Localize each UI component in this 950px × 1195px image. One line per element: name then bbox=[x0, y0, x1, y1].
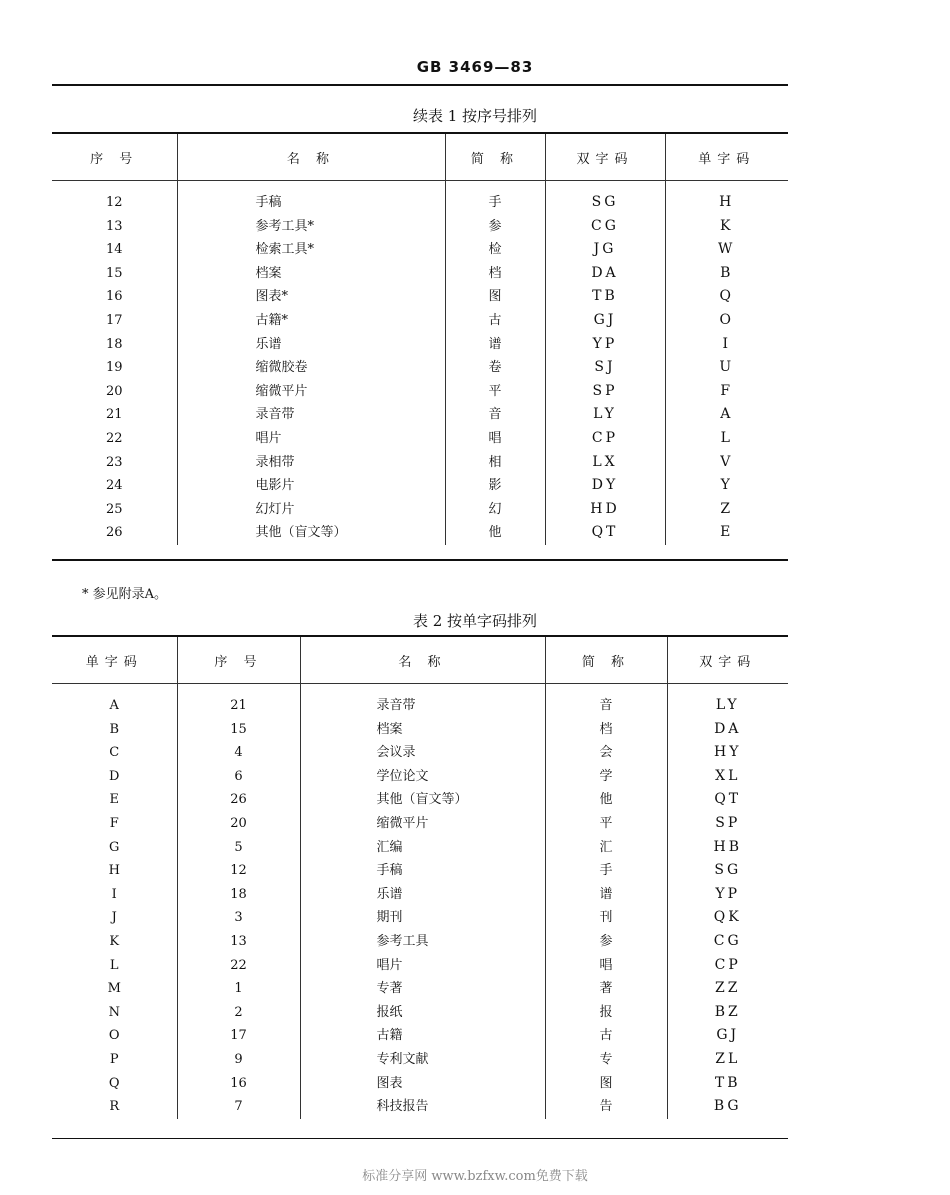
table-cell: K bbox=[665, 215, 788, 239]
table-cell: 其他（盲文等） bbox=[177, 521, 445, 545]
table-cell: O bbox=[108, 1028, 120, 1044]
table-cell: 19 bbox=[105, 360, 123, 376]
table-cell: 15 bbox=[105, 265, 123, 281]
table-cell: B bbox=[109, 721, 120, 737]
table-cell: 科技报告 bbox=[300, 1095, 545, 1119]
spacer-cell bbox=[177, 181, 445, 192]
table-cell: A bbox=[109, 698, 119, 713]
table-cell: 卷 bbox=[445, 356, 545, 380]
table-cell: QT bbox=[667, 788, 788, 812]
table-cell: 14 bbox=[105, 242, 123, 258]
table-cell: Q bbox=[665, 285, 788, 309]
table1 bbox=[52, 134, 788, 545]
table-cell: 录相带 bbox=[177, 451, 445, 475]
table2-col-header: 双字码 bbox=[667, 637, 788, 684]
table-cell: 录音带 bbox=[300, 694, 545, 718]
spacer-row bbox=[52, 684, 788, 695]
table-row bbox=[52, 521, 788, 545]
table-cell: GJ bbox=[667, 1024, 788, 1048]
table1-header-row bbox=[52, 134, 788, 181]
table-cell: 唱 bbox=[545, 954, 667, 978]
table-cell: V bbox=[665, 451, 788, 475]
table-cell: 26 bbox=[105, 525, 123, 541]
table-cell: 20 bbox=[177, 812, 300, 836]
table2-col-header: 单字码 bbox=[52, 637, 177, 684]
table1-col-header: 序 号 bbox=[52, 134, 177, 181]
table1-body bbox=[52, 181, 788, 545]
table-cell: 图表* bbox=[177, 285, 445, 309]
table-row bbox=[52, 403, 788, 427]
table-cell: 15 bbox=[177, 718, 300, 742]
table-cell: L bbox=[665, 427, 788, 451]
table-cell: 乐谱 bbox=[177, 333, 445, 357]
table-cell: 参 bbox=[445, 215, 545, 239]
table-cell: 参考工具* bbox=[177, 215, 445, 239]
table-cell: 乐谱 bbox=[300, 883, 545, 907]
table-cell: 12 bbox=[105, 195, 123, 210]
table-cell: I bbox=[665, 333, 788, 357]
table-cell: 手稿 bbox=[177, 191, 445, 215]
table-cell: CG bbox=[667, 930, 788, 954]
table1-col-header: 名 称 bbox=[177, 134, 445, 181]
table-cell: C bbox=[109, 745, 120, 761]
table-cell: ZL bbox=[667, 1048, 788, 1072]
table-cell: 他 bbox=[545, 788, 667, 812]
table-cell: 17 bbox=[177, 1024, 300, 1048]
table-row bbox=[52, 930, 788, 954]
table-cell: 档案 bbox=[177, 262, 445, 286]
table-row bbox=[52, 812, 788, 836]
table-row bbox=[52, 859, 788, 883]
table-cell: F bbox=[109, 815, 119, 831]
table-row bbox=[52, 836, 788, 860]
table2-bottom-rule bbox=[52, 1138, 788, 1139]
table-cell: 唱片 bbox=[177, 427, 445, 451]
table-cell: Q bbox=[108, 1075, 120, 1091]
table2-header-row bbox=[52, 637, 788, 684]
table1-caption: 续表 1 按序号排列 bbox=[412, 107, 538, 125]
spacer-cell bbox=[300, 684, 545, 695]
table-row bbox=[52, 191, 788, 215]
table-cell: 影 bbox=[445, 474, 545, 498]
table-row bbox=[52, 262, 788, 286]
table-cell: 会 bbox=[545, 741, 667, 765]
table-cell: 谱 bbox=[545, 883, 667, 907]
table2-col-header: 名 称 bbox=[300, 637, 545, 684]
table-cell: 3 bbox=[177, 906, 300, 930]
table-cell: SP bbox=[667, 812, 788, 836]
table-cell: D bbox=[109, 768, 120, 784]
table-cell: H bbox=[108, 863, 120, 879]
table-cell: N bbox=[108, 1004, 120, 1020]
table2-caption: 表 2 按单字码排列 bbox=[412, 612, 538, 630]
table-cell: 专 bbox=[545, 1048, 667, 1072]
table-cell: 手 bbox=[445, 191, 545, 215]
spacer-cell bbox=[177, 684, 300, 695]
table-cell: Y bbox=[665, 474, 788, 498]
table-row bbox=[52, 765, 788, 789]
table-cell: 谱 bbox=[445, 333, 545, 357]
table-cell: 21 bbox=[177, 694, 300, 718]
table-row bbox=[52, 380, 788, 404]
table1-col-header: 单字码 bbox=[665, 134, 788, 181]
table-row bbox=[52, 285, 788, 309]
table-row bbox=[52, 906, 788, 930]
table-cell: E bbox=[665, 521, 788, 545]
table-cell: 平 bbox=[545, 812, 667, 836]
table-cell: ZZ bbox=[667, 977, 788, 1001]
table-cell: 唱片 bbox=[300, 954, 545, 978]
table-cell: Z bbox=[665, 498, 788, 522]
table-cell: 16 bbox=[177, 1072, 300, 1096]
table-cell: 图 bbox=[545, 1072, 667, 1096]
spacer-cell bbox=[667, 684, 788, 695]
spacer-cell bbox=[665, 181, 788, 192]
table-cell: 5 bbox=[177, 836, 300, 860]
table-cell: LY bbox=[667, 694, 788, 718]
table-cell: 25 bbox=[105, 501, 123, 517]
table2-col-header: 简 称 bbox=[545, 637, 667, 684]
table-cell: 图表 bbox=[300, 1072, 545, 1096]
table-row bbox=[52, 427, 788, 451]
table-cell: 检索工具* bbox=[177, 238, 445, 262]
footnote: * 参见附录A。 bbox=[82, 587, 168, 602]
table-cell: 著 bbox=[545, 977, 667, 1001]
table-cell: 档案 bbox=[300, 718, 545, 742]
table-cell: 22 bbox=[177, 954, 300, 978]
table-row bbox=[52, 498, 788, 522]
table-cell: 手 bbox=[545, 859, 667, 883]
table-cell: 其他（盲文等） bbox=[300, 788, 545, 812]
table-cell: 唱 bbox=[445, 427, 545, 451]
table-cell: DY bbox=[545, 474, 665, 498]
table-row bbox=[52, 238, 788, 262]
table-row bbox=[52, 1095, 788, 1119]
table-cell: G bbox=[109, 839, 120, 855]
table2-body bbox=[52, 684, 788, 1119]
spacer-cell bbox=[52, 684, 177, 695]
table-row bbox=[52, 1048, 788, 1072]
table-cell: HY bbox=[667, 741, 788, 765]
table-cell: SG bbox=[545, 191, 665, 215]
table-cell: 音 bbox=[545, 694, 667, 718]
table-cell: CP bbox=[667, 954, 788, 978]
table-cell: 幻 bbox=[445, 498, 545, 522]
table-row bbox=[52, 741, 788, 765]
table-cell: QT bbox=[545, 521, 665, 545]
table-cell: L bbox=[109, 957, 119, 973]
table-cell: 期刊 bbox=[300, 906, 545, 930]
table-cell: M bbox=[107, 981, 121, 997]
table-cell: 古籍* bbox=[177, 309, 445, 333]
spacer-row bbox=[52, 181, 788, 192]
table-row bbox=[52, 883, 788, 907]
table-cell: 档 bbox=[445, 262, 545, 286]
table-row bbox=[52, 977, 788, 1001]
table-cell: SJ bbox=[545, 356, 665, 380]
table-row bbox=[52, 333, 788, 357]
table-cell: 21 bbox=[105, 407, 123, 423]
spacer-cell bbox=[545, 684, 667, 695]
table-cell: A bbox=[665, 403, 788, 427]
table-cell: 2 bbox=[177, 1001, 300, 1025]
table-cell: 缩微胶卷 bbox=[177, 356, 445, 380]
table-cell: 参考工具 bbox=[300, 930, 545, 954]
table-row bbox=[52, 215, 788, 239]
table2-col-header: 序 号 bbox=[177, 637, 300, 684]
table-cell: 汇 bbox=[545, 836, 667, 860]
table-cell: 专利文献 bbox=[300, 1048, 545, 1072]
table-cell: 学 bbox=[545, 765, 667, 789]
table-cell: 平 bbox=[445, 380, 545, 404]
table-cell: R bbox=[109, 1099, 120, 1115]
table-cell: 他 bbox=[445, 521, 545, 545]
table-cell: 古 bbox=[545, 1024, 667, 1048]
table-cell: E bbox=[109, 792, 119, 808]
table-cell: HB bbox=[667, 836, 788, 860]
spacer-cell bbox=[52, 181, 177, 192]
table-cell: 报纸 bbox=[300, 1001, 545, 1025]
table-cell: H bbox=[665, 191, 788, 215]
table-cell: 7 bbox=[177, 1095, 300, 1119]
table-cell: BZ bbox=[667, 1001, 788, 1025]
table-cell: QK bbox=[667, 906, 788, 930]
table-cell: SP bbox=[545, 380, 665, 404]
table-cell: XL bbox=[667, 765, 788, 789]
table-cell: 18 bbox=[177, 883, 300, 907]
table-cell: HD bbox=[545, 498, 665, 522]
table1-bottom-rule bbox=[52, 559, 788, 561]
table-cell: 幻灯片 bbox=[177, 498, 445, 522]
footer-watermark: 标准分享网 www.bzfxw.com免费下载 bbox=[362, 1169, 588, 1184]
table-cell: 4 bbox=[177, 741, 300, 765]
header-rule bbox=[52, 84, 788, 86]
table-cell: 9 bbox=[177, 1048, 300, 1072]
table-cell: LY bbox=[545, 403, 665, 427]
table-cell: 相 bbox=[445, 451, 545, 475]
table-row bbox=[52, 718, 788, 742]
table2 bbox=[52, 637, 788, 1119]
table-row bbox=[52, 451, 788, 475]
table-cell: GJ bbox=[545, 309, 665, 333]
table-cell: 24 bbox=[105, 478, 123, 494]
table-cell: J bbox=[111, 910, 117, 926]
table-cell: 告 bbox=[545, 1095, 667, 1119]
table-cell: K bbox=[109, 933, 120, 949]
table-cell: 26 bbox=[177, 788, 300, 812]
table-cell: TB bbox=[545, 285, 665, 309]
table-cell: 报 bbox=[545, 1001, 667, 1025]
table-cell: 电影片 bbox=[177, 474, 445, 498]
table-cell: 会议录 bbox=[300, 741, 545, 765]
table-cell: 缩微平片 bbox=[177, 380, 445, 404]
spacer-cell bbox=[445, 181, 545, 192]
table-cell: 检 bbox=[445, 238, 545, 262]
table-cell: 13 bbox=[177, 930, 300, 954]
table-cell: 图 bbox=[445, 285, 545, 309]
table-cell: 手稿 bbox=[300, 859, 545, 883]
table-cell: 17 bbox=[105, 312, 123, 328]
table-cell: DA bbox=[667, 718, 788, 742]
table-cell: 录音带 bbox=[177, 403, 445, 427]
table-cell: 22 bbox=[105, 430, 123, 446]
table-cell: O bbox=[665, 309, 788, 333]
table-cell: 18 bbox=[105, 336, 123, 352]
table-row bbox=[52, 1072, 788, 1096]
table-cell: TB bbox=[667, 1072, 788, 1096]
table-cell: W bbox=[665, 238, 788, 262]
spacer-cell bbox=[545, 181, 665, 192]
table-cell: 汇编 bbox=[300, 836, 545, 860]
table-cell: 12 bbox=[177, 859, 300, 883]
table-cell: SG bbox=[667, 859, 788, 883]
table-cell: F bbox=[665, 380, 788, 404]
table-row bbox=[52, 788, 788, 812]
table-row bbox=[52, 356, 788, 380]
table-cell: YP bbox=[667, 883, 788, 907]
table-cell: 13 bbox=[105, 218, 123, 234]
table-row bbox=[52, 1001, 788, 1025]
table-cell: 专著 bbox=[300, 977, 545, 1001]
table-cell: LX bbox=[545, 451, 665, 475]
table-cell: DA bbox=[545, 262, 665, 286]
table-cell: 1 bbox=[177, 977, 300, 1001]
table-cell: 刊 bbox=[545, 906, 667, 930]
table-cell: 古 bbox=[445, 309, 545, 333]
table-cell: 20 bbox=[105, 383, 123, 399]
table-cell: 古籍 bbox=[300, 1024, 545, 1048]
table-row bbox=[52, 1024, 788, 1048]
table-cell: 缩微平片 bbox=[300, 812, 545, 836]
table1-col-header: 双字码 bbox=[545, 134, 665, 181]
table-cell: 参 bbox=[545, 930, 667, 954]
table-cell: YP bbox=[545, 333, 665, 357]
table-cell: P bbox=[109, 1051, 119, 1067]
table-cell: CG bbox=[545, 215, 665, 239]
table-row bbox=[52, 694, 788, 718]
table-cell: CP bbox=[545, 427, 665, 451]
table-row bbox=[52, 954, 788, 978]
table-cell: JG bbox=[545, 238, 665, 262]
table-cell: 音 bbox=[445, 403, 545, 427]
table-cell: BG bbox=[667, 1095, 788, 1119]
table-cell: 23 bbox=[105, 454, 123, 470]
table-row bbox=[52, 474, 788, 498]
table-row bbox=[52, 309, 788, 333]
table-cell: I bbox=[111, 886, 117, 902]
table1-col-header: 简 称 bbox=[445, 134, 545, 181]
table-cell: U bbox=[665, 356, 788, 380]
table-cell: 16 bbox=[105, 289, 123, 305]
table-cell: 6 bbox=[177, 765, 300, 789]
table-cell: 档 bbox=[545, 718, 667, 742]
table-cell: 学位论文 bbox=[300, 765, 545, 789]
standard-number-header: GB 3469—83 bbox=[416, 58, 534, 76]
table-cell: B bbox=[665, 262, 788, 286]
